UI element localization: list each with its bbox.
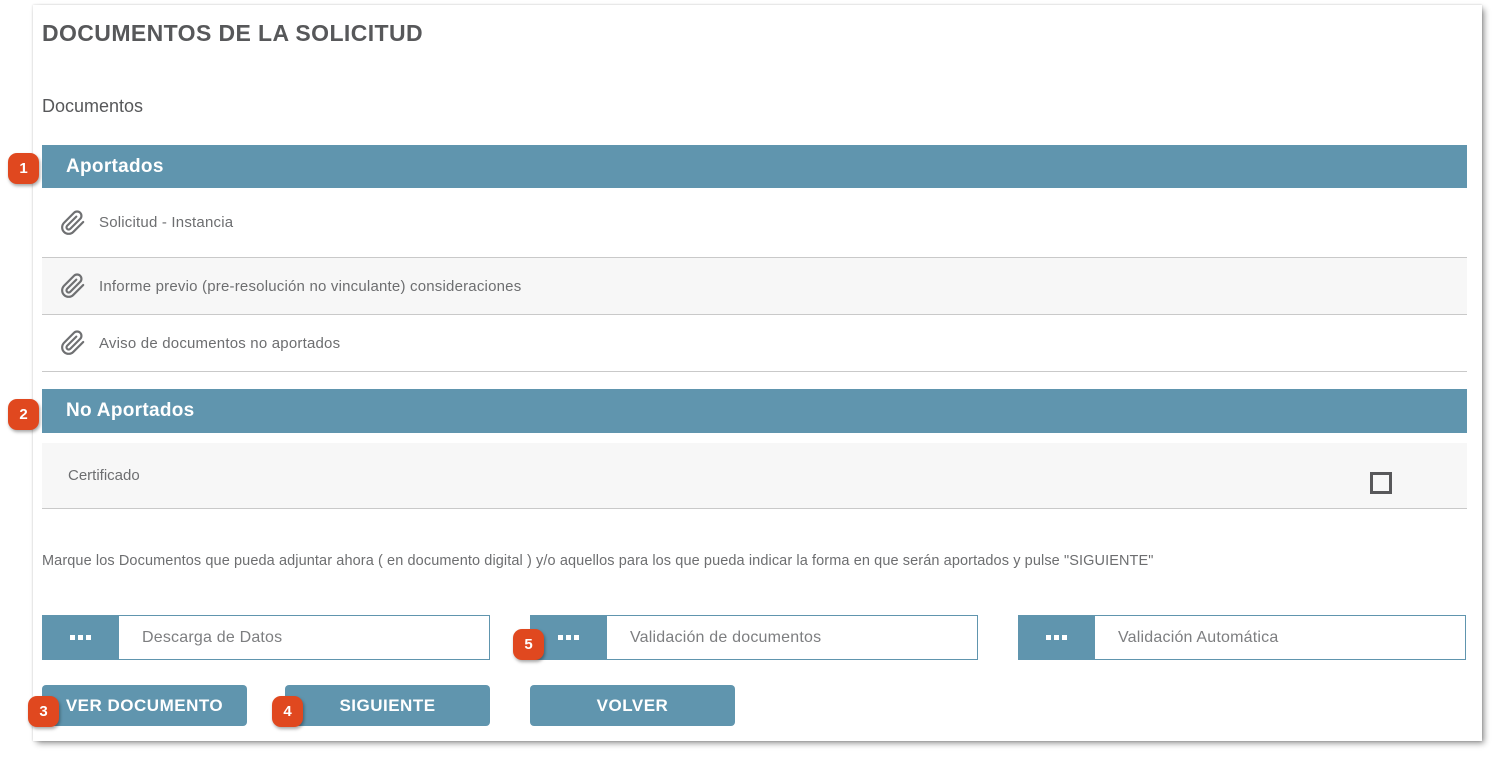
page-title: DOCUMENTOS DE LA SOLICITUD	[42, 20, 423, 46]
attachment-fields	[42, 615, 1467, 660]
instruction-text: Marque los Documentos que pueda adjuntar ahora ( en documento digital ) y/o aquellos para los que pueda indicar la forma en que serán aportados y pulse "SIGUIENTE"	[42, 553, 1154, 569]
aportados-header-label: Aportados	[66, 155, 164, 177]
annotation-marker-4: 4	[272, 696, 303, 727]
document-row-aportado[interactable]	[42, 258, 1467, 315]
paperclip-icon	[60, 330, 86, 356]
main-panel	[33, 5, 1482, 741]
field-validacion-automatica	[1018, 615, 1466, 660]
ver-documento-button[interactable]: VER DOCUMENTO	[42, 685, 247, 726]
annotation-marker-3: 3	[28, 696, 59, 727]
action-buttons	[42, 685, 1467, 726]
document-row-aportado[interactable]	[42, 315, 1467, 372]
aportados-header	[42, 145, 1467, 188]
certificado-checkbox[interactable]	[1370, 472, 1392, 494]
validacion-de-documentos-input[interactable]	[606, 615, 978, 660]
field-validacion-de-documentos	[530, 615, 978, 660]
annotation-marker-1: 1	[8, 153, 39, 184]
annotation-marker-2: 2	[8, 399, 39, 430]
document-row-no-aportado	[42, 443, 1467, 509]
descarga-de-datos-input[interactable]	[118, 615, 490, 660]
siguiente-button[interactable]: SIGUIENTE	[285, 685, 490, 726]
validacion-automatica-input[interactable]	[1094, 615, 1466, 660]
no-aportados-header	[42, 389, 1467, 433]
ellipsis-icon	[558, 635, 563, 640]
browse-button[interactable]	[42, 615, 118, 660]
volver-button[interactable]: VOLVER	[530, 685, 735, 726]
ellipsis-icon	[70, 635, 75, 640]
no-aportados-header-label: No Aportados	[66, 400, 195, 421]
paperclip-icon	[60, 273, 86, 299]
documents-section-label: Documentos	[42, 96, 144, 116]
document-label: Aviso de documentos no aportados	[99, 334, 341, 352]
ellipsis-icon	[1046, 635, 1051, 640]
paperclip-icon	[60, 210, 86, 236]
annotation-marker-5: 5	[513, 629, 544, 660]
document-label: Solicitud - Instancia	[99, 214, 234, 231]
document-label: Certificado	[68, 467, 140, 484]
browse-button[interactable]	[1018, 615, 1094, 660]
field-descarga-de-datos	[42, 615, 490, 660]
document-row-aportado[interactable]	[42, 188, 1467, 258]
document-label: Informe previo (pre-resolución no vinculante) consideraciones	[99, 277, 522, 295]
